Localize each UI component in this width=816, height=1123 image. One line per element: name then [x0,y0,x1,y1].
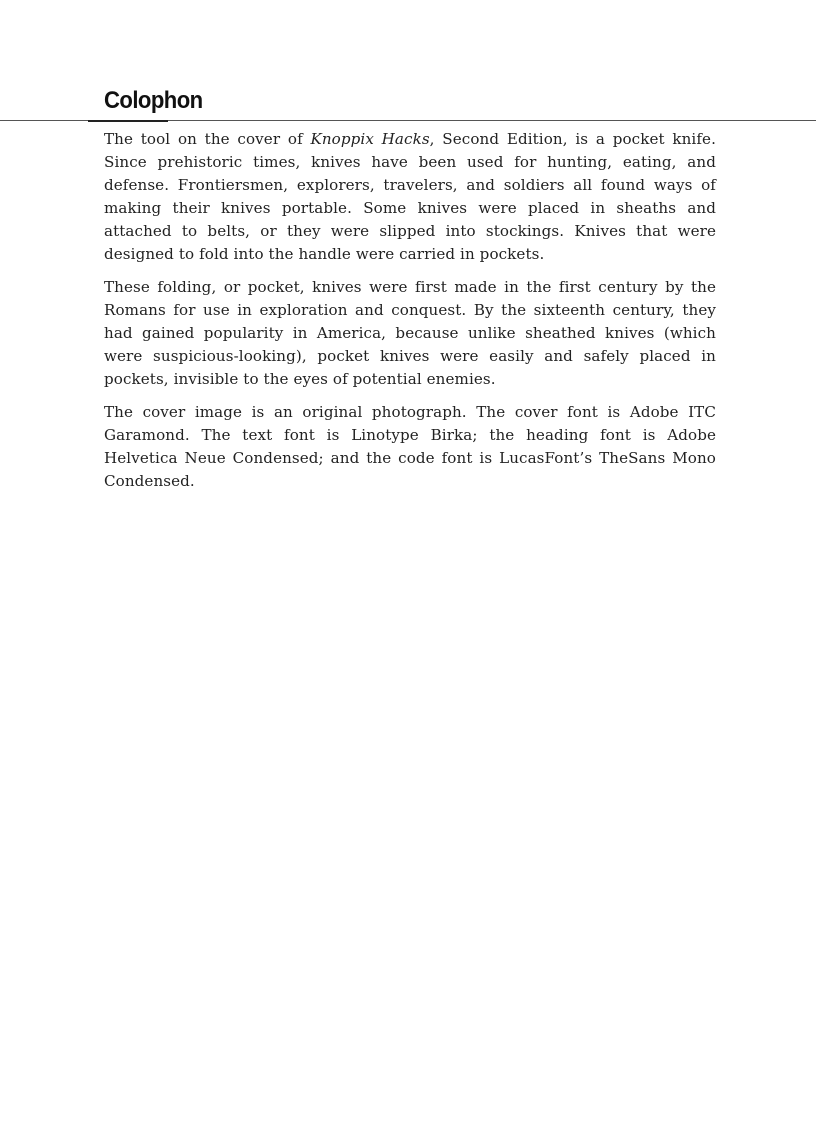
paragraph-text: The tool on the cover of [104,130,311,148]
section-heading: Colophon [104,87,203,114]
heading-rule-accent [88,120,168,122]
paragraph-pocket-knife-history: These folding, or pocket, knives were first made in the first century by the Romans for use in exploration and conquest. By the sixteenth century, they had gained popularity in America, because unlike sheathed knives (which were suspicious-looking), pocket knives were easily and safely placed in pockets, invisible to the eyes of potential enemies. [104,278,716,388]
paragraph-fonts: The cover image is an original photograph. The cover font is Adobe ITC Garamond. The text font is Linotype Birka; the heading font is Adobe Helvetica Neue Condensed; and the code font is LucasFont’s TheSans Mono Condensed. [104,403,716,490]
paragraph-cover-tool [104,128,716,266]
paragraph-text: , Second Edition, is a pocket knife. Since prehistoric times, knives have been used for hunting, eating, and defense. Frontiersmen, explorers, travelers, and soldiers all found ways of making their knives portable. Some knives were placed in sheaths and attached to belts, or they were slipped into stockings. Knives that were designed to fold into the handle were carried in pockets. [104,130,716,263]
colophon-body [104,128,716,503]
book-title: Knoppix Hacks [310,130,430,148]
